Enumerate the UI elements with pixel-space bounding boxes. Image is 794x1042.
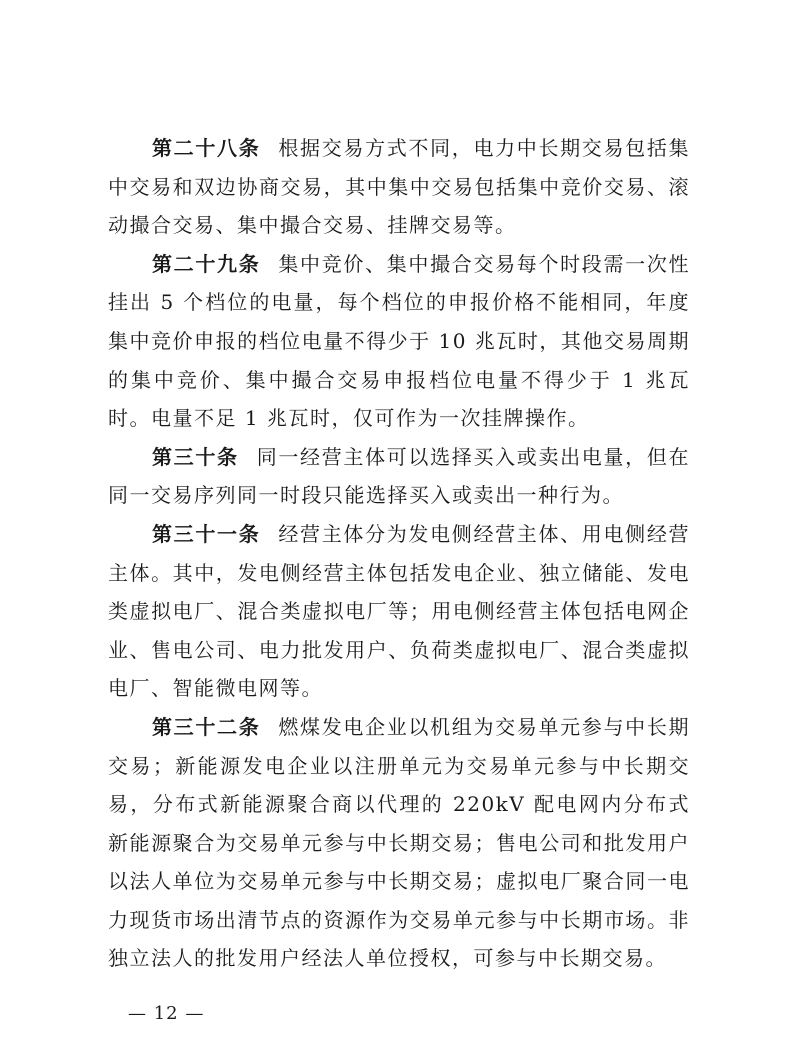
document-body [108,129,690,978]
article-text: 同一经营主体可以选择买入或卖出电量，但在同一交易序列同一时段只能选择买入或卖出一种行为。 [108,444,691,508]
article-text: 经营主体分为发电侧经营主体、用电侧经营主体。其中，发电侧经营主体包括发电企业、独立储能、发电类虚拟电厂、混合类虚拟电厂等；用电侧经营主体包括电网企业、售电公司、电力批发用户、负荷类虚拟电厂、混合类虚拟电厂、智能微电网等。 [108,521,691,701]
article-30 [108,438,690,515]
article-heading: 第二十八条 [152,136,261,160]
article-text: 根据交易方式不同，电力中长期交易包括集中交易和双边协商交易，其中集中交易包括集中竞价交易、滚动撮合交易、集中撮合交易、挂牌交易等。 [108,136,691,238]
article-text: 燃煤发电企业以机组为交易单元参与中长期交易；新能源发电企业以注册单元为交易单元参与中长期交易，分布式新能源聚合商以代理的 220kV 配电网内分布式新能源聚合为交易单元参与中长期交易；售电公司和批发用户以法人单位为交易单元参与中长期交易；虚拟电厂聚合同一电力现货市场出清节点的资源作为交易单元参与中长期市场。非独立法人的批发用户经法人单位授权，可参与中长期交易。 [108,714,691,971]
article-heading: 第三十一条 [152,521,261,546]
article-31 [108,515,690,708]
article-32 [108,708,690,978]
article-28 [108,129,690,245]
article-text: 集中竞价、集中撮合交易每个时段需一次性挂出 5 个档位的电量，每个档位的申报价格不能相同，年度集中竞价申报的档位电量不得少于 10 兆瓦时，其他交易周期的集中竞价、集中撮合交易申报档位电量不得少于 1 兆瓦时。电量不足 1 兆瓦时，仅可作为一次挂牌操作。 [108,251,691,431]
article-heading: 第三十二条 [152,714,261,739]
page-number: — 12 — [128,1003,205,1024]
article-heading: 第三十条 [152,444,239,469]
article-heading: 第二十九条 [152,251,261,276]
article-29 [108,245,690,438]
